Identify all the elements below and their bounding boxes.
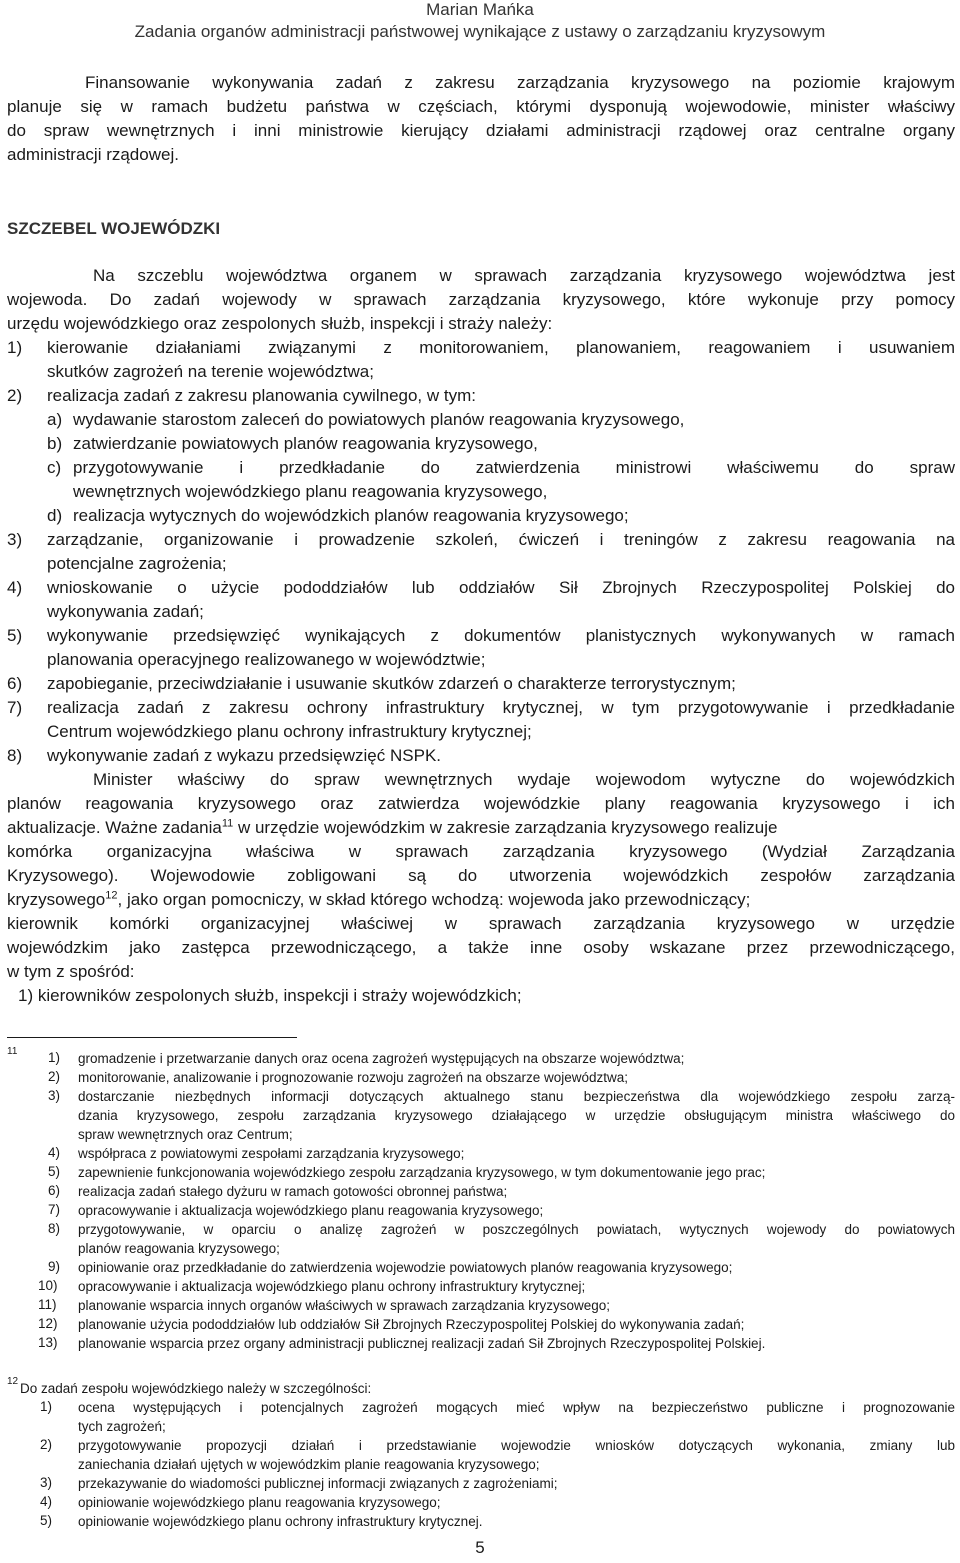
footnote-item-text: planowanie wsparcia innych organów właściwych w sprawach zarządzania kryzysowego; bbox=[78, 1298, 610, 1313]
footnote-item-number: 4) bbox=[40, 1494, 53, 1509]
footnote-item-text: przygotowywanie propozycji działań i przedstawianie wojewodzie wniosków dotyczących wykonania, zmiany lub bbox=[78, 1438, 955, 1453]
footnote-ref-11[interactable]: 11 bbox=[221, 817, 234, 830]
list-item-text: realizacja zadań z zakresu planowania cywilnego, w tym: bbox=[47, 386, 476, 405]
para3-line: komórka organizacyjna właściwa w sprawach zarządzania kryzysowego (Wydział Zarządzania bbox=[7, 842, 955, 861]
para3-line: kierownik komórki organizacyjnej właściwej w sprawach zarządzania kryzysowego w urzędzie bbox=[7, 914, 955, 933]
list-item-text: wykonywanie przedsięwzięć wynikających z dokumentów planistycznych wykonywanych w ramach bbox=[47, 626, 955, 645]
list-item-text: potencjalne zagrożenia; bbox=[47, 554, 227, 573]
footnote-item-number: 1) bbox=[48, 1050, 61, 1065]
list-item-text: wnioskowanie o użycie pododdziałów lub oddziałów Sił Zbrojnych Rzeczypospolitej Polskiej do bbox=[47, 578, 955, 597]
para3-line: 1) kierowników zespolonych służb, inspekcji i straży wojewódzkich; bbox=[18, 986, 522, 1005]
sublist-item-text: przygotowywanie i przedkładanie do zatwierdzenia ministrowi właściwemu do spraw bbox=[73, 458, 955, 477]
footnote-mark-12: 12 bbox=[7, 1376, 19, 1387]
list-number: 6) bbox=[7, 674, 23, 693]
footnote-item-number: 5) bbox=[48, 1164, 61, 1179]
footnote-separator bbox=[7, 1037, 297, 1038]
list-number: 2) bbox=[7, 386, 23, 405]
para3-line bbox=[7, 818, 955, 838]
footnote-item-number: 4) bbox=[48, 1145, 61, 1160]
list-number: 3) bbox=[7, 530, 23, 549]
intro-line: Finansowanie wykonywania zadań z zakresu zarządzania kryzysowego na poziomie krajowym bbox=[85, 73, 955, 92]
header-author: Marian Mańka bbox=[426, 0, 534, 19]
footnote-item-number: 12) bbox=[38, 1316, 58, 1331]
list-item-text: planowania operacyjnego realizowanego w województwie; bbox=[47, 650, 486, 669]
para3-text: , jako organ pomocniczy, w skład którego wchodzą: wojewoda jako przewodniczący; bbox=[117, 890, 751, 909]
footnote-item-text: opiniowanie oraz przedkładanie do zatwierdzenia wojewodzie powiatowych planów reagowania kryzysowego; bbox=[78, 1260, 733, 1275]
sublist-item-text: wydawanie starostom zaleceń do powiatowych planów reagowania kryzysowego, bbox=[73, 410, 685, 429]
header-title: Zadania organów administracji państwowej wynikające z ustawy o zarządzaniu kryzysowym bbox=[134, 22, 826, 41]
footnote-item-number: 6) bbox=[48, 1183, 61, 1198]
footnote-item-number: 1) bbox=[40, 1399, 53, 1414]
footnote-item-text: realizacja zadań stałego dyżuru w ramach gotowości obronnej państwa; bbox=[78, 1184, 508, 1199]
para3-line: Minister właściwy do spraw wewnętrznych wydaje wojewodom wytyczne do wojewódzkich bbox=[93, 770, 955, 789]
list-item-text: zapobieganie, przeciwdziałanie i usuwanie skutków zdarzeń o charakterze terrorystycznym; bbox=[47, 674, 736, 693]
sublist-item-text: zatwierdzanie powiatowych planów reagowania kryzysowego, bbox=[73, 434, 538, 453]
footnote-item-text: przekazywanie do wiadomości publicznej informacji związanych z zagrożeniami; bbox=[78, 1476, 558, 1491]
footnote-item-text: współpraca z powiatowymi zespołami zarządzania kryzysowego; bbox=[78, 1146, 465, 1161]
footnote-item-text: zapewnienie funkcjonowania wojewódzkiego zespołu zarządzania kryzysowego, w tym dokumentowanie jego prac; bbox=[78, 1165, 766, 1180]
footnote-item-text: planowanie użycia pododdziałów lub oddziałów Sił Zbrojnych Rzeczypospolitej Polskiej do wykonywania zadań; bbox=[78, 1317, 745, 1332]
para3-line: w tym z spośród: bbox=[7, 962, 135, 981]
footnote-item-text: spraw wewnętrznych oraz Centrum; bbox=[78, 1127, 293, 1142]
footnote-item-text: planów reagowania kryzysowego; bbox=[78, 1241, 280, 1256]
para3-text: kryzysowego bbox=[7, 890, 106, 909]
section-heading: SZCZEBEL WOJEWÓDZKI bbox=[7, 219, 221, 238]
footnote-item-text: przygotowywanie, w oparciu o analizę zagrożeń w poszczególnych powiatach, wytycznych wojewody do powiatowych bbox=[78, 1222, 955, 1237]
list-item-text: wykonywanie zadań z wykazu przedsięwzięć NSPK. bbox=[47, 746, 442, 765]
footnote-item-text: zaniechania działań ujętych w wojewódzkim planie reagowania kryzysowego; bbox=[78, 1457, 540, 1472]
para3-text: w urzędzie wojewódzkim w zakresie zarządzania kryzysowego realizuje bbox=[233, 818, 778, 837]
footnote-item-text: opiniowanie wojewódzkiego planu reagowania kryzysowego; bbox=[78, 1495, 441, 1510]
sublist-item-text: realizacja wytycznych do wojewódzkich planów reagowania kryzysowego; bbox=[73, 506, 629, 525]
list-item-text: zarządzanie, organizowanie i prowadzenie szkoleń, ćwiczeń i treningów z zakresu reagowania na bbox=[47, 530, 955, 549]
footnote-item-text: planowanie wsparcia przez organy administracji publicznej realizacji zadań Sił Zbrojnych Rzeczypospolitej Polskiej. bbox=[78, 1336, 766, 1351]
footnote-item-text: opracowywanie i aktualizacja wojewódzkiego planu reagowania kryzysowego; bbox=[78, 1203, 544, 1218]
para3-text: aktualizacje. Ważne zadania bbox=[7, 818, 222, 837]
para2-line: Na szczeblu województwa organem w sprawach zarządzania kryzysowego województwa jest bbox=[93, 266, 955, 285]
para3-line bbox=[7, 890, 955, 910]
intro-line: administracji rządowej. bbox=[7, 145, 179, 164]
footnote-item-text: dostarczanie niezbędnych informacji dotyczących aktualnego stanu bezpieczeństwa dla wojewódzkiego zespołu zarzą- bbox=[78, 1089, 955, 1104]
footnote-mark-11: 11 bbox=[7, 1046, 18, 1057]
para2-line: urzędu wojewódzkiego oraz zespolonych służb, inspekcji i straży należy: bbox=[7, 314, 553, 333]
para2-line: wojewoda. Do zadań wojewody w sprawach zarządzania kryzysowego, które wykonuje przy pomocy bbox=[7, 290, 955, 309]
footnote-intro: Do zadań zespołu wojewódzkiego należy w szczególności: bbox=[20, 1381, 372, 1396]
sublist-letter: c) bbox=[47, 458, 62, 477]
footnote-item-text: dzania kryzysowego, zespołu zarządzania kryzysowego działającego w urzędzie obsługującym ministra właściwego do bbox=[78, 1108, 955, 1123]
footnote-item-number: 8) bbox=[48, 1221, 61, 1236]
footnote-item-number: 7) bbox=[48, 1202, 61, 1217]
para3-line: Kryzysowego). Wojewodowie zobligowani są do utworzenia wojewódzkich zespołów zarządzania bbox=[7, 866, 955, 885]
footnote-item-number: 3) bbox=[40, 1475, 53, 1490]
footnote-item-number: 10) bbox=[38, 1278, 58, 1293]
sublist-letter: d) bbox=[47, 506, 63, 525]
list-number: 7) bbox=[7, 698, 23, 717]
list-number: 4) bbox=[7, 578, 23, 597]
footnote-item-text: opiniowanie wojewódzkiego planu ochrony infrastruktury krytycznej. bbox=[78, 1514, 483, 1529]
footnote-item-text: tych zagrożeń; bbox=[78, 1419, 166, 1434]
footnote-ref-12[interactable]: 12 bbox=[105, 889, 118, 902]
list-item-text: kierowanie działaniami związanymi z monitorowaniem, planowaniem, reagowaniem i usuwaniem bbox=[47, 338, 955, 357]
footnote-item-text: monitorowanie, analizowanie i prognozowanie rozwoju zagrożeń na obszarze województwa; bbox=[78, 1070, 629, 1085]
footnote-item-number: 2) bbox=[48, 1069, 61, 1084]
para3-line: wojewódzkim jako zastępca przewodniczącego, a także inne osoby wskazane przez przewodniczącego, bbox=[7, 938, 955, 957]
footnote-item-number: 5) bbox=[40, 1513, 53, 1528]
footnote-item-number: 13) bbox=[38, 1335, 58, 1350]
footnote-item-number: 11) bbox=[38, 1297, 57, 1312]
list-item-text: Centrum wojewódzkiego planu ochrony infrastruktury krytycznej; bbox=[47, 722, 532, 741]
page-number: 5 bbox=[475, 1538, 485, 1557]
footnote-item-number: 3) bbox=[48, 1088, 61, 1103]
para3-line: planów reagowania kryzysowego oraz zatwierdza wojewódzkie plany reagowania kryzysowego i ich bbox=[7, 794, 955, 813]
list-number: 5) bbox=[7, 626, 23, 645]
footnote-item-text: gromadzenie i przetwarzanie danych oraz ocena zagrożeń występujących na obszarze województwa; bbox=[78, 1051, 685, 1066]
intro-line: planuje się w ramach budżetu państwa w częściach, którymi dysponują wojewodowie, minister właściwy bbox=[7, 97, 955, 116]
list-number: 8) bbox=[7, 746, 23, 765]
list-item-text: wykonywania zadań; bbox=[47, 602, 204, 621]
intro-line: do spraw wewnętrznych i inni ministrowie kierujący działami administracji rządowej oraz centralne organy bbox=[7, 121, 955, 140]
list-item-text: realizacja zadań z zakresu ochrony infrastruktury krytycznej, w tym przygotowywanie i przedkładanie bbox=[47, 698, 955, 717]
footnote-item-number: 2) bbox=[40, 1437, 53, 1452]
sublist-letter: b) bbox=[47, 434, 63, 453]
list-number: 1) bbox=[7, 338, 23, 357]
footnote-item-text: ocena występujących i potencjalnych zagrożeń mogących mieć wpływ na bezpieczeństwo publiczne i prognozowanie bbox=[78, 1400, 955, 1415]
list-item-text: skutków zagrożeń na terenie województwa; bbox=[47, 362, 374, 381]
footnote-item-number: 9) bbox=[48, 1259, 61, 1274]
sublist-item-text: wewnętrznych wojewódzkiego planu reagowania kryzysowego, bbox=[73, 482, 548, 501]
sublist-letter: a) bbox=[47, 410, 63, 429]
footnote-item-text: opracowywanie i aktualizacja wojewódzkiego planu ochrony infrastruktury krytycznej; bbox=[78, 1279, 586, 1294]
